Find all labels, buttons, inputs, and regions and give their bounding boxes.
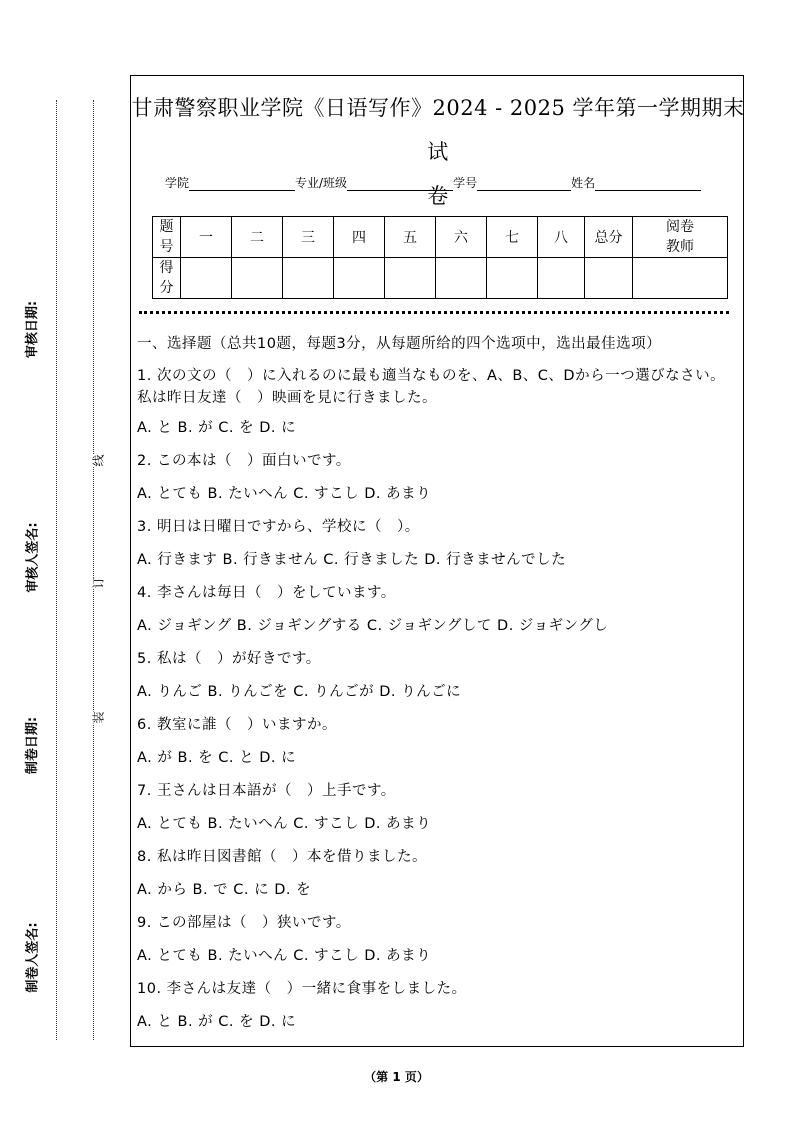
exam-title — [131, 86, 745, 218]
section-title: 一、选择题（总共10题，每题3分，从每题所给的四个选项中，选出最佳选项） — [137, 336, 662, 352]
score-col-head-teacher: 阅卷 教师 — [633, 217, 728, 258]
major-field[interactable] — [347, 176, 453, 191]
score-table-row-head: 题 号 — [153, 217, 181, 258]
score-cell-teacher[interactable] — [633, 258, 728, 299]
question-10: 10. 李さんは友達（ ）一緒に食事をしました。 — [137, 981, 467, 997]
name-label: 姓名 — [571, 176, 596, 190]
score-cell[interactable] — [334, 258, 385, 299]
question-9-options: A. とても B. たいへん C. すこし D. あまり — [137, 948, 432, 964]
score-col-head: 一 — [181, 217, 232, 258]
score-table — [152, 216, 728, 299]
binding-dotted-line-outer — [56, 100, 57, 1040]
score-cell[interactable] — [385, 258, 436, 299]
score-cell[interactable] — [538, 258, 585, 299]
question-1-options: A. と B. が C. を D. に — [137, 420, 297, 436]
score-col-head: 四 — [334, 217, 385, 258]
score-cell[interactable] — [232, 258, 283, 299]
college-label: 学院 — [165, 176, 190, 190]
score-row-head: 得 分 — [153, 258, 181, 299]
exam-paper — [130, 75, 744, 1047]
question-4-options: A. ジョギング B. ジョギングする C. ジョギングして D. ジョギングし — [137, 618, 609, 634]
question-10-options: A. と B. が C. を D. に — [137, 1014, 297, 1030]
name-field[interactable] — [595, 176, 701, 191]
score-col-head: 三 — [283, 217, 334, 258]
reviewer-sign-label: 审核人签名: — [25, 522, 41, 593]
score-table-score-row — [153, 258, 728, 299]
question-3: 3. 明日は日曜日ですから、学校に（ ）。 — [137, 519, 420, 535]
score-cell-total[interactable] — [585, 258, 633, 299]
score-cell[interactable] — [487, 258, 538, 299]
score-col-head-total: 总分 — [585, 217, 633, 258]
question-section-1 — [137, 326, 743, 1039]
score-col-head: 五 — [385, 217, 436, 258]
question-8: 8. 私は昨日図書館（ ）本を借りました。 — [137, 849, 427, 865]
college-field[interactable] — [189, 176, 295, 191]
student-id-field[interactable] — [477, 176, 571, 191]
question-8-options: A. から B. で C. に D. を — [137, 882, 312, 898]
maker-sign-label: 制卷人签名: — [25, 922, 41, 993]
question-4: 4. 李さんは毎日（ ）をしています。 — [137, 585, 396, 601]
score-col-head: 八 — [538, 217, 585, 258]
score-cell[interactable] — [436, 258, 487, 299]
question-6-options: A. が B. を C. と D. に — [137, 750, 297, 766]
student-id-label: 学号 — [453, 176, 478, 190]
review-date-label: 审核日期: — [25, 300, 41, 359]
question-2-options: A. とても B. たいへん C. すこし D. あまり — [137, 486, 432, 502]
score-col-head: 六 — [436, 217, 487, 258]
score-cell[interactable] — [283, 258, 334, 299]
exam-title-line2: 卷 — [427, 184, 449, 208]
make-date-label: 制卷日期: — [25, 716, 41, 775]
score-cell[interactable] — [181, 258, 232, 299]
question-6: 6. 教室に誰（ ）いますか。 — [137, 717, 337, 733]
question-5: 5. 私は（ ）が好きです。 — [137, 651, 321, 667]
score-col-head: 七 — [487, 217, 538, 258]
bind-mark-zhuang: 装 — [88, 711, 109, 723]
page-number: （第 1 页） — [364, 1070, 429, 1084]
bind-mark-xian: 线 — [88, 454, 109, 466]
question-3-options: A. 行きます B. 行きません C. 行きました D. 行きませんでした — [137, 552, 567, 568]
question-9: 9. この部屋は（ ）狭いです。 — [137, 915, 351, 931]
section-separator — [139, 311, 729, 314]
student-info-row — [165, 174, 701, 191]
major-label: 专业/班级 — [295, 176, 348, 190]
score-table-header-row — [153, 217, 728, 258]
exam-title-line1: 甘肃警察职业学院《日语写作》2024 - 2025 学年第一学期期末试 — [131, 96, 745, 164]
score-col-head: 二 — [232, 217, 283, 258]
question-1-sentence: 私は昨日友達（ ）映画を見に行きました。 — [137, 390, 437, 406]
question-5-options: A. りんご B. りんごを C. りんごが D. りんごに — [137, 684, 462, 700]
question-7-options: A. とても B. たいへん C. すこし D. あまり — [137, 816, 432, 832]
question-7: 7. 王さんは日本語が（ ）上手です。 — [137, 783, 396, 799]
binding-dotted-line-inner — [93, 100, 94, 1040]
question-1-prompt: 1. 次の文の（ ）に入れるのに最も適当なものを、A、B、C、Dから一つ選びなさい。 — [137, 368, 726, 384]
bind-mark-ding: 订 — [88, 576, 109, 588]
question-2: 2. この本は（ ）面白いです。 — [137, 453, 351, 469]
